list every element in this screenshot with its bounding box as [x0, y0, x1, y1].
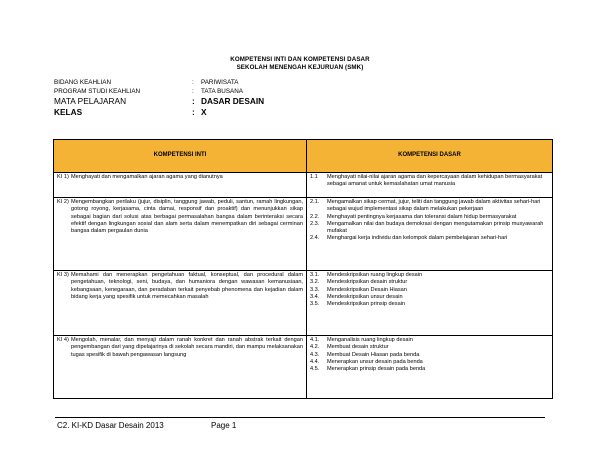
document-subtitle: SEKOLAH MENENGAH KEJURUAN (SMK) [236, 64, 364, 71]
list-item: 2.1. Mengamalkan sikap cermat, jujur, teliti dan tanggung jawab dalam aktivitas sehari-hari sebagai wujud implementasi sikap dalam melakukan pekerjaan [310, 199, 541, 213]
kd-cell [307, 198, 553, 271]
table-row [54, 271, 553, 336]
ki-cell [54, 336, 307, 399]
header-kompetensi-inti: KOMPETENSI INTI [54, 140, 307, 173]
meta-label: PROGRAM STUDI KEAHLIAN [54, 88, 141, 95]
kd-cell [307, 336, 553, 399]
ki-cell [54, 173, 307, 198]
list-item: 2.4. Menghargai kerja individu dan kelompok dalam pembelajaran sehari-hari [310, 235, 508, 242]
list-item: 4.1. Menganalisis ruang lingkup desain [310, 337, 413, 343]
document-title: KOMPETENSI INTI DAN KOMPETENSI DASAR [230, 56, 370, 63]
meta-label: BIDANG KEAHLIAN [54, 79, 112, 86]
list-item: 4.5. Menerapkan prinsip desain pada benda [310, 366, 426, 373]
list-item: 3.2. Mendeskripsikan desain struktur [310, 279, 408, 286]
meta-value: DASAR DESAIN [201, 96, 265, 106]
meta-label: MATA PELAJARAN [54, 96, 127, 106]
list-item: 3.5. Mendeskripsikan prinsip desain [310, 301, 406, 308]
table-row [54, 336, 553, 399]
ki-text: Mengolah, menalar, dan menyaji dalam ranah konkret dan ranah abstrak terkait dengan pengembangan dari yang dipelajarinya di sekolah secara mandiri, dan mampu melaksanakan tugas spesifik di bawah pengawasan langsung [71, 337, 303, 358]
list-item: 1.1 Menghayati nilai-nilai ajaran agama dan kepercayaan dalam kehidupan bermasyarakat sebagai amanat untuk kemaslahatan umat manusia [310, 174, 543, 188]
kd-cell [307, 173, 553, 198]
ki-text: Menghayati dan mengamalkan ajaran agama yang dianutnya [71, 174, 223, 180]
list-item: 2.3. Mengamalkan nilai dan budaya demokrasi dengan mengutamakan prinsip musyawarah mufakat [310, 220, 544, 235]
ki-text: Mengembangkan perilaku (jujur, disiplin, tanggung jawab, peduli, santun, ramah lingkungan, gotong royong, kerjasama, cinta damai, responsif dan proaktif) dan menunjukkan sikap sebagai bagian dari solusi atas berbagai permasalahan bangsa dalam berinteraksi secara efektif dengan lingkungan sosial dan alam serta dalam menempatkan diri sebagai cerminan bangsa dalam pergaulan dunia [71, 199, 303, 235]
page-footer [55, 417, 545, 430]
table-row [54, 173, 553, 198]
meta-value: X [201, 107, 207, 117]
table-header-row [54, 140, 553, 173]
footer-document-name: C2. KI-KD Dasar Desain 2013 [57, 421, 164, 430]
table-row [54, 198, 553, 271]
ki-number: KI 4) [57, 337, 69, 343]
list-item: 4.2. Membuat desain struktur [310, 344, 389, 351]
list-item: 3.4. Mendeskripsikan unsur desain [310, 293, 403, 300]
ki-kd-table [53, 139, 553, 399]
list-item: 4.4. Menerapkan unsur desain pada benda [310, 358, 423, 365]
ki-number: KI 3) [57, 272, 69, 278]
ki-text: Memahami dan menerapkan pengetahuan faktual, konseptual, dan procedural dalam pengetahuan, teknologi, seni, budaya, dan humaniora dengan wawasan kemanusiaan, kebangsaan, kenegaraan, dan peradaban terkait penyebab phenomena dan kejadian dalam bidang kerja yang spesifik untuk memecahkan masalah [71, 272, 303, 300]
ki-number: KI 1) [57, 174, 69, 180]
meta-value: PARIWISATA [201, 79, 239, 86]
header-kompetensi-dasar: KOMPETENSI DASAR [307, 140, 553, 173]
meta-label: KELAS [54, 107, 83, 117]
meta-value: TATA BUSANA [201, 88, 243, 95]
kd-cell [307, 271, 553, 336]
footer-page-number: Page 1 [211, 421, 237, 430]
ki-cell [54, 198, 307, 271]
ki-cell [54, 271, 307, 336]
ki-number: KI 2) [57, 199, 69, 205]
list-item: 2.2. Menghayati pentingnya kerjasama dan toleransi dalam hidup bermasyarakat [310, 213, 517, 220]
list-item: 3.3. Mendeskripsikan Desain Hiasan [310, 286, 407, 293]
list-item: 3.1. Mendeskripsikan ruang lingkup desain [310, 272, 423, 278]
list-item: 4.3. Membuat Desain Hiasan pada benda [310, 351, 420, 358]
